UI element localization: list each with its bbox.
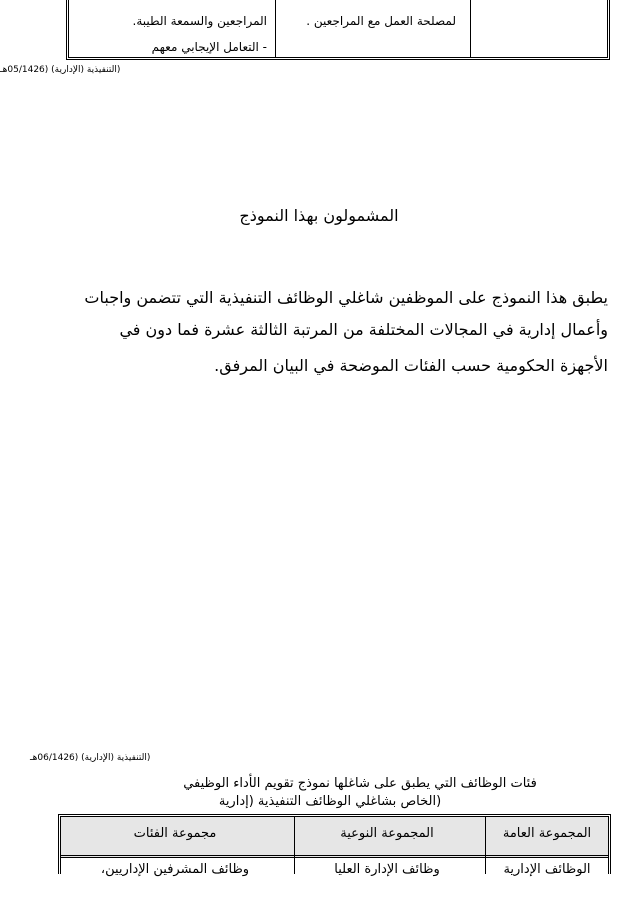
footnote-top: (التنفيذية (الإدارية) (05/1426هـ [0, 65, 121, 75]
table-divider [275, 0, 276, 57]
paragraph-line-3: الأجهزة الحكومية حسب الفئات الموضحة في البيان المرفق. [214, 356, 608, 375]
header-specific-group: المجموعة النوعية [340, 826, 434, 841]
paragraph-line-1: يطبق هذا النموذج على الموظفين شاغلي الوظائف التنفيذية التي تتضمن واجبات [84, 288, 608, 307]
top-cell-middle: لمصلحة العمل مع المراجعين . [306, 14, 456, 28]
cell-specific-group: وظائف الإدارة العليا [334, 862, 440, 877]
table-divider [470, 0, 471, 57]
top-cell-left-line1: المراجعين والسمعة الطيبة. [132, 14, 267, 28]
top-cell-left-line2: - التعامل الإيجابي معهم [151, 40, 267, 54]
cell-general-group: الوظائف الإدارية [503, 862, 591, 877]
top-table [66, 0, 610, 60]
footnote-bottom: (التنفيذية (الإدارية) (06/1426هـ [30, 753, 151, 763]
paragraph-line-2: وأعمال إدارية في المجالات المختلفة من المرتبة الثالثة عشرة فما دون في [119, 320, 608, 339]
table-caption-line-2: (الخاص بشاغلي الوظائف التنفيذية (إدارية [218, 794, 442, 809]
section-title: المشمولون بهذا النموذج [239, 206, 399, 225]
table-caption-line-1: فئات الوظائف التي يطبق على شاغلها نموذج تقويم الأداء الوظيفي [183, 776, 537, 791]
header-general-group: المجموعة العامة [502, 826, 592, 841]
header-categories-group: مجموعة الفئات [133, 826, 217, 841]
cell-categories-group: وظائف المشرفين الإداريين، [100, 862, 250, 877]
